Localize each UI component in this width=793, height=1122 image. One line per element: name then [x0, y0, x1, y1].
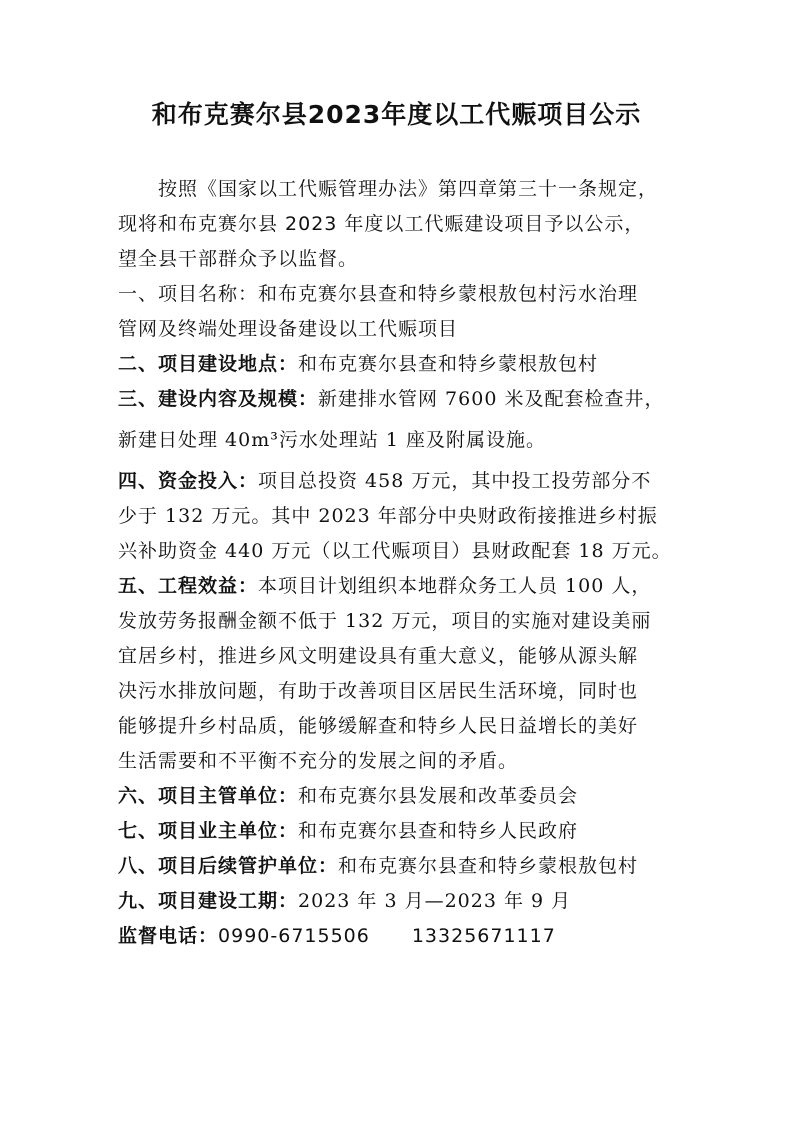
intro-line-2: 现将和布克赛尔县 2023 年度以工代赈建设项目予以公示，	[118, 213, 645, 235]
item-construction-scope-cont: 新建日处理 40m³污水处理站 1 座及附属设施。	[118, 429, 547, 451]
phone-number-1: 0990-6715506	[218, 925, 370, 947]
item-benefits-cont: 宜居乡村，推进乡风文明建设具有重大意义，能够从源头解	[118, 645, 639, 667]
item-text: 和布克赛尔县发展和改革委员会	[298, 785, 579, 807]
item-label: 六、项目主管单位：	[118, 785, 299, 807]
item-benefits	[118, 569, 678, 604]
item-label: 三、建设内容及规模：	[118, 388, 319, 410]
item-label: 四、资金投入：	[118, 470, 259, 492]
item-text: 和布克赛尔县查和特乡蒙根敖包村	[298, 353, 599, 375]
item-benefits-cont: 能够提升乡村品质，能够缓解查和特乡人民日益增长的美好	[118, 715, 639, 737]
item-text: 新建排水管网 7600 米及配套检查井，	[318, 388, 665, 410]
item-label: 二、项目建设地点：	[118, 353, 299, 375]
item-construction-scope	[118, 382, 678, 417]
intro-line-3: 望全县干部群众予以监督。	[118, 248, 359, 270]
item-text: 本项目计划组织本地群众务工人员 100 人，	[258, 575, 652, 597]
item-funding-cont: 兴补助资金 440 万元（以工代赈项目）县财政配套 18 万元。	[118, 540, 672, 562]
item-text: 2023 年 3 月—2023 年 9 月	[298, 890, 572, 912]
item-label: 八、项目后续管护单位：	[118, 855, 339, 877]
intro-line-1: 按照《国家以工代赈管理办法》第四章第三十一条规定，	[158, 178, 659, 200]
item-benefits-cont: 生活需要和不平衡不充分的发展之间的矛盾。	[118, 750, 519, 772]
item-text: 项目总投资 458 万元，其中投工投劳部分不	[258, 470, 652, 492]
notice-body	[118, 172, 678, 954]
item-funding-cont: 少于 132 万元。其中 2023 年部分中央财政衔接推进乡村振	[118, 505, 658, 527]
item-label: 一、项目名称：	[118, 283, 259, 305]
item-supervising-unit	[118, 779, 678, 814]
item-label: 五、工程效益：	[118, 575, 259, 597]
item-text: 和布克赛尔县查和特乡人民政府	[298, 820, 579, 842]
supervision-phone	[118, 919, 678, 954]
item-label: 七、项目业主单位：	[118, 820, 299, 842]
item-funding	[118, 464, 678, 499]
item-maintenance-unit	[118, 849, 678, 884]
page-title: 和布克赛尔县2023年度以工代赈项目公示	[151, 100, 642, 129]
item-label: 九、项目建设工期：	[118, 890, 299, 912]
phone-number-2: 13325671117	[411, 925, 556, 947]
item-owner-unit	[118, 814, 678, 849]
item-benefits-cont: 决污水排放问题，有助于改善项目区居民生活环境，同时也	[118, 680, 639, 702]
item-construction-period	[118, 884, 678, 919]
item-project-location	[118, 347, 678, 382]
item-text: 和布克赛尔县查和特乡蒙根敖包村污水治理	[258, 283, 639, 305]
phone-label: 监督电话：	[118, 925, 219, 947]
item-text: 和布克赛尔县查和特乡蒙根敖包村	[338, 855, 639, 877]
item-project-name	[118, 277, 678, 312]
item-benefits-cont: 发放劳务报酬金额不低于 132 万元，项目的实施对建设美丽	[118, 610, 652, 632]
item-project-name-cont: 管网及终端处理设备建设以工代赈项目	[118, 318, 459, 340]
